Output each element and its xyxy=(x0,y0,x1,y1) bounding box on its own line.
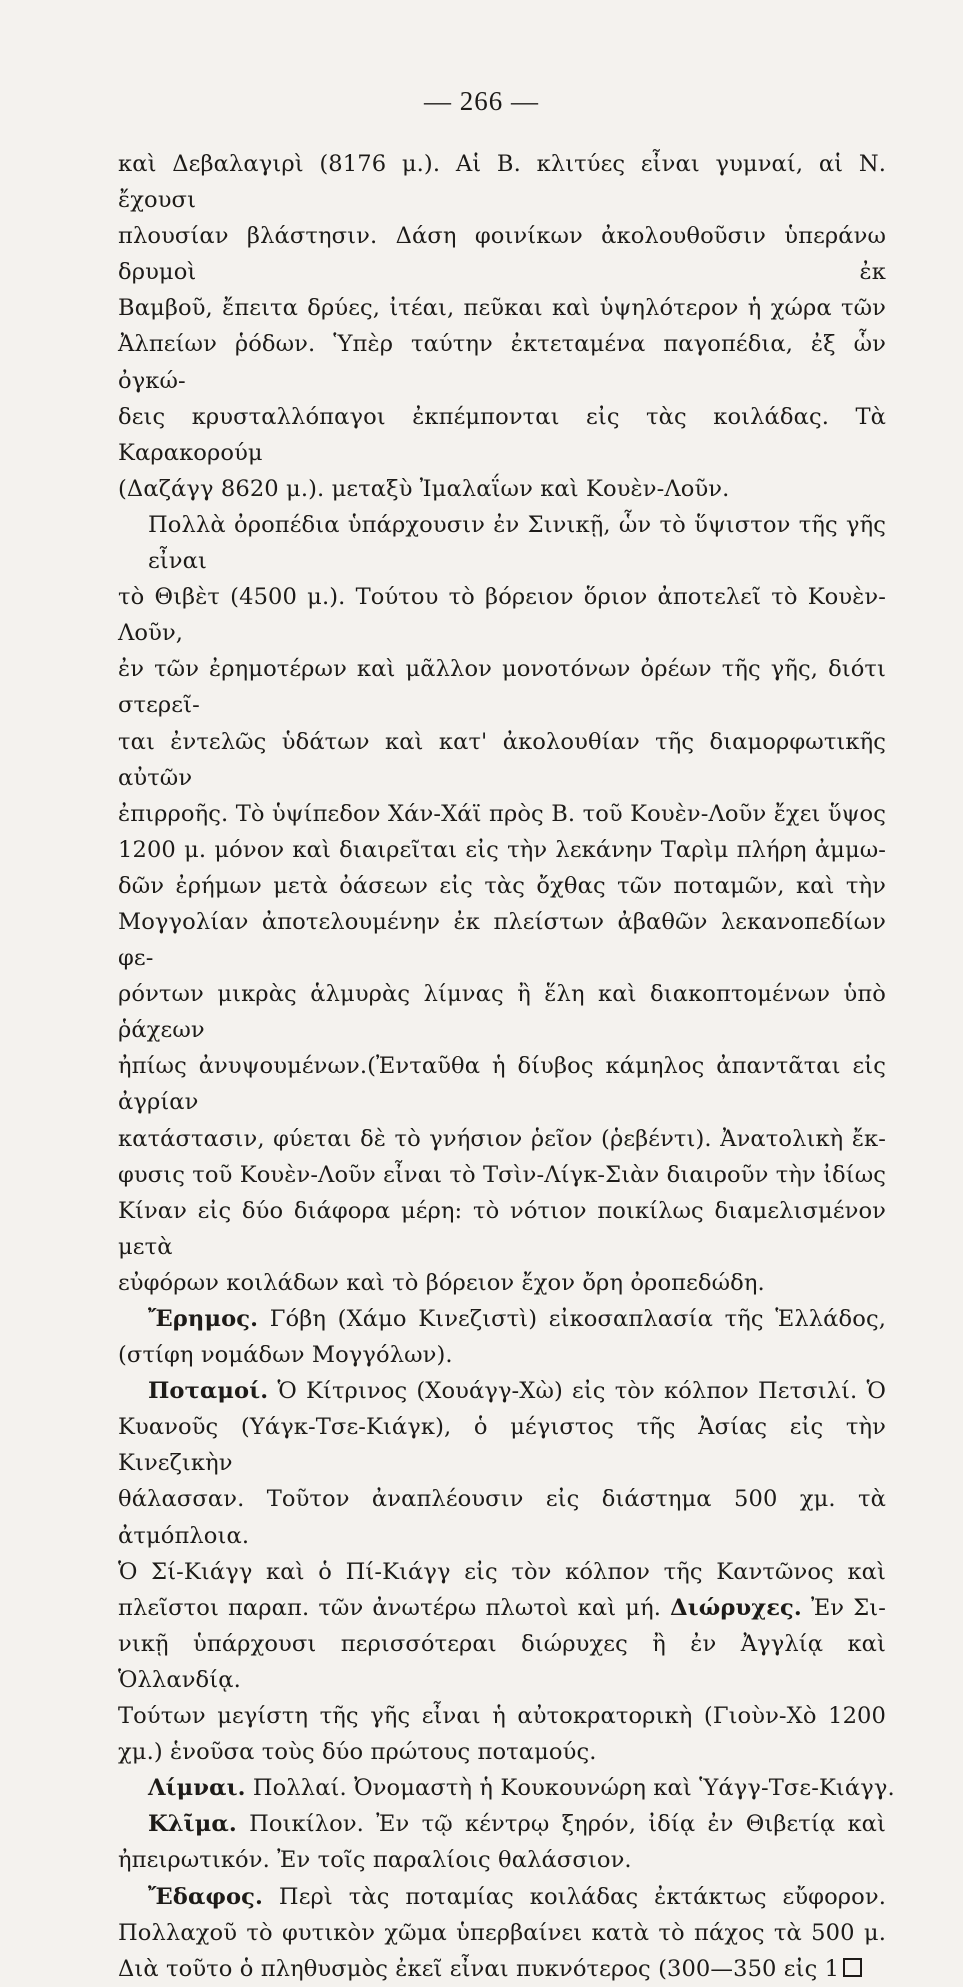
text-line: (Δαζάγγ 8620 μ.). μεταξὺ Ἰμαλαΐων καὶ Κουὲν-Λοῦν. xyxy=(118,475,730,502)
text-line: δῶν ἐρήμων μετὰ ὀάσεων εἰς τὰς ὄχθας τῶν ποταμῶν, καὶ τὴν xyxy=(118,872,886,899)
section-line: Πολλαχοῦ τὸ φυτικὸν χῶμα ὑπερβαίνει κατὰ τὸ πάχος τὰ 500 μ. xyxy=(118,1919,886,1946)
section-heading: Διώρυχες. xyxy=(670,1594,802,1621)
section-text: Γόβη (Χάμο Κινεζιστὶ) εἰκοσαπλασία τῆς Ἑλλάδος, xyxy=(269,1306,886,1332)
text-line: εὐφόρων κοιλάδων καὶ τὸ βόρειον ἔχον ὄρη ὀροπεδώδη. xyxy=(118,1269,765,1296)
section-heading: Ἔδαφος. xyxy=(148,1883,263,1910)
text-line: κατάστασιν, φύεται δὲ τὸ γνήσιον ῥεῖον (ῥεβέντι). Ἀνατολικὴ ἔκ- xyxy=(118,1125,886,1152)
section-line: χμ.) ἑνοῦσα τοὺς δύο πρώτους ποταμούς. xyxy=(118,1739,597,1766)
section-text: Ὁ Κίτρινος (Χουάγγ-Χὼ) εἰς τὸν κόλπον Πετσιλί. Ὁ xyxy=(277,1378,886,1405)
text-line: ται ἐντελῶς ὑδάτων καὶ κατ' ἀκολουθίαν τῆς διαμορφωτικῆς αὐτῶν xyxy=(118,728,886,791)
section-line: ἠπειρωτικόν. Ἐν τοῖς παραλίοις θαλάσσιον. xyxy=(118,1847,632,1874)
text-line: πλουσίαν βλάστησιν. Δάση φοινίκων ἀκολουθοῦσιν ὑπεράνω δρυμοὶ ἐκ xyxy=(118,223,886,286)
page-number: — 266 — xyxy=(424,86,539,116)
section-line xyxy=(118,1301,886,1337)
section-line xyxy=(118,1806,886,1842)
section-text: Πολλαί. Ὀνομαστὴ ἡ Κουκουνώρη καὶ Ὑάγγ-Τσε-Κιάγγ. xyxy=(252,1775,895,1802)
text-line: ρόντων μικρὰς ἁλμυρὰς λίμνας ἢ ἕλη καὶ διακοπτομένων ὑπὸ ῥάχεων xyxy=(118,981,886,1044)
section-line xyxy=(118,1951,886,1987)
section-heading: Λίμναι. xyxy=(148,1775,246,1802)
section-heading: Ἔρημος. xyxy=(148,1306,259,1332)
text-line: ἠπίως ἀνυψουμένων.(Ἐνταῦθα ἡ δίυβος κάμηλος ἀπαντᾶται εἰς ἀγρίαν xyxy=(118,1053,886,1116)
text-line: Κίναν εἰς δύο διάφορα μέρη: τὸ νότιον ποικίλως διαμελισμένον μετὰ xyxy=(118,1197,886,1260)
text-line: 1200 μ. μόνον καὶ διαιρεῖται εἰς τὴν λεκάνην Ταρὶμ πλήρη ἀμμω- xyxy=(118,836,886,863)
square-symbol-icon xyxy=(843,1958,862,1977)
section-line: Ὁ Σί-Κιάγγ καὶ ὁ Πί-Κιάγγ εἰς τὸν κόλπον τῆς Καντῶνος καὶ xyxy=(118,1558,886,1585)
section-line xyxy=(118,1879,886,1915)
section-line xyxy=(118,1590,886,1626)
text-line: Ἀλπείων ῥόδων. Ὑπὲρ ταύτην ἐκτεταμένα παγοπέδια, ἐξ ὧν ὀγκώ- xyxy=(118,331,886,394)
section-line: θάλασσαν. Τοῦτον ἀναπλέουσιν εἰς διάστημα 500 χμ. τὰ ἀτμόπλοια. xyxy=(118,1486,886,1549)
text-line: δεις κρυσταλλόπαγοι ἐκπέμπονται εἰς τὰς κοιλάδας. Τὰ Καρακορούμ xyxy=(118,403,886,466)
section-line: νικῇ ὑπάρχουσι περισσότεραι διώρυχες ἢ ἐν Ἀγγλίᾳ καὶ Ὁλλανδίᾳ. xyxy=(118,1630,886,1693)
section-heading: Κλῖμα. xyxy=(148,1811,237,1838)
body-text xyxy=(118,146,895,1987)
section-line xyxy=(118,1373,886,1409)
section-text: πλεῖστοι παραπ. τῶν ἀνωτέρω πλωτοὶ καὶ μή. xyxy=(118,1594,661,1621)
text-line: ἐν τῶν ἐρημοτέρων καὶ μᾶλλον μονοτόνων ὀρέων τῆς γῆς, διότι στερεῖ- xyxy=(118,656,886,719)
section-line: Κυανοῦς (Υάγκ-Τσε-Κιάγκ), ὁ μέγιστος τῆς Ἀσίας εἰς τὴν Κινεζικὴν xyxy=(118,1414,886,1477)
text-line: Πολλὰ ὀροπέδια ὑπάρχουσιν ἐν Σινικῇ, ὧν τὸ ὕψιστον τῆς γῆς εἶναι xyxy=(148,511,886,575)
section-text: Ἐν Σι- xyxy=(810,1594,886,1621)
section-text: Περὶ τὰς ποταμίας κοιλάδας ἐκτάκτως εὔφορον. xyxy=(278,1883,886,1910)
section-heading: Ποταμοί. xyxy=(148,1378,269,1405)
text-line: Βαμβοῦ, ἔπειτα δρύες, ἰτέαι, πεῦκαι καὶ ὑψηλότερον ἡ χώρα τῶν xyxy=(118,295,886,322)
section-text: Ποικίλον. Ἐν τῷ κέντρῳ ξηρόν, ἰδίᾳ ἐν Θιβετίᾳ καὶ xyxy=(249,1811,886,1838)
section-line xyxy=(118,1770,895,1806)
text-line: ἐπιρροῆς. Τὸ ὑψίπεδον Χάν-Χάϊ πρὸς Β. τοῦ Κουὲν-Λοῦν ἔχει ὕψος xyxy=(118,800,886,827)
section-text: Διὰ τοῦτο ὁ πληθυσμὸς ἐκεῖ εἶναι πυκνότερος (300—350 εἰς 1 xyxy=(118,1955,840,1982)
text-line: Μογγολίαν ἀποτελουμένην ἐκ πλείστων ἀβαθῶν λεκανοπεδίων φε- xyxy=(118,908,886,972)
section-line: Τούτων μεγίστη τῆς γῆς εἶναι ἡ αὐτοκρατορικὴ (Γιοὺν-Χὸ 1200 xyxy=(118,1703,886,1730)
text-line: φυσις τοῦ Κουὲν-Λοῦν εἶναι τὸ Τσὶν-Λίγκ-Σιὰν διαιροῦν τὴν ἰδίως xyxy=(118,1161,886,1188)
text-line: τὸ Θιβὲτ (4500 μ.). Τούτου τὸ βόρειον ὅριον ἀποτελεῖ τὸ Κουὲν-Λοῦν, xyxy=(118,584,886,647)
text-line: καὶ Δεβαλαγιρὶ (8176 μ.). Αἱ Β. κλιτύες εἶναι γυμναί, αἱ Ν. ἔχουσι xyxy=(118,151,886,214)
section-line: (στίφη νομάδων Μογγόλων). xyxy=(118,1342,453,1369)
